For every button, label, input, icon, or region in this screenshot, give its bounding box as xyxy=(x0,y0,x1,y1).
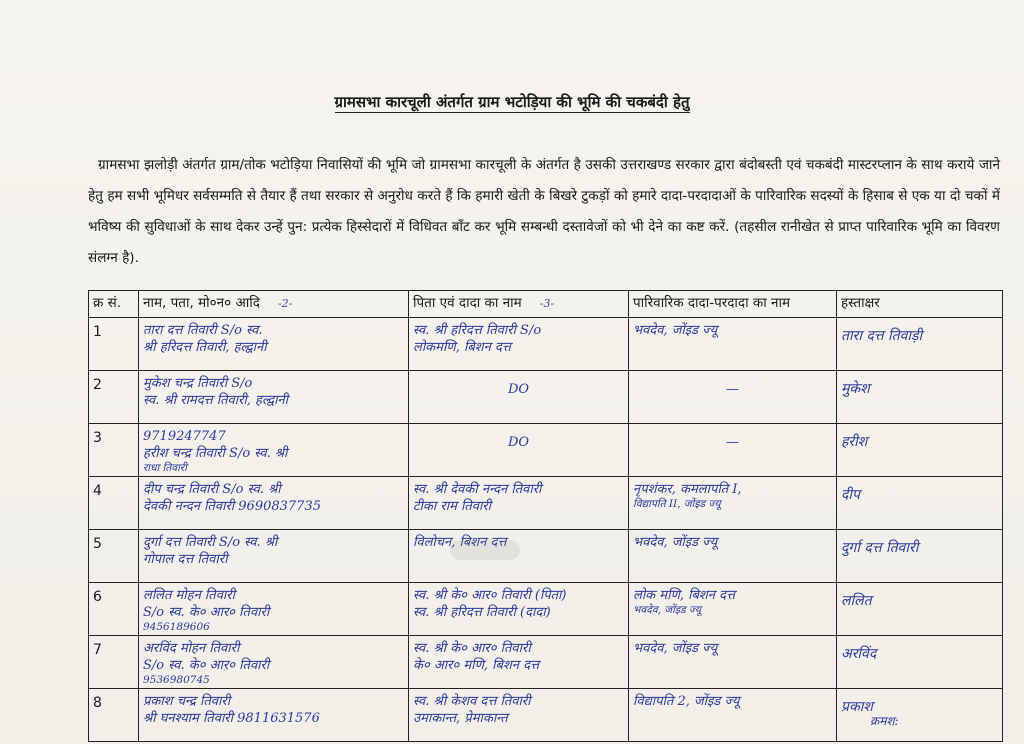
handwritten-text: विद्यापति 2, जोंइड ज्यू xyxy=(633,694,740,709)
table-row xyxy=(89,636,1003,689)
handwritten-text: के० आर० मणि, बिशन दत्त xyxy=(413,658,540,673)
handwritten-text: 9456189606 xyxy=(143,621,210,633)
handwritten-text: अरविंद मोहन तिवारी xyxy=(143,641,240,656)
signature: ललित xyxy=(841,593,872,609)
handwritten-text: — xyxy=(726,435,739,450)
grandfather-cell xyxy=(629,318,837,371)
table-row xyxy=(89,318,1003,371)
handwritten-text: लोकमणि, बिशन दत्त xyxy=(413,340,511,355)
signature: अरविंद xyxy=(841,646,877,662)
handwritten-text: — xyxy=(726,382,739,397)
handwritten-text: स्व. श्री केशव दत्त तिवारी xyxy=(413,694,531,709)
handwritten-text: देवकी नन्दन तिवारी 9690837735 xyxy=(143,499,321,514)
grandfather-cell xyxy=(629,636,837,689)
father-cell xyxy=(409,583,629,636)
table-header-row xyxy=(89,291,1003,318)
header-grandfather: पारिवारिक दादा-परदादा का नाम xyxy=(629,291,837,318)
serial-number: 5 xyxy=(89,530,139,583)
signature-cell xyxy=(837,689,1003,742)
name-cell xyxy=(139,477,409,530)
signatory-table xyxy=(88,290,1003,742)
handwritten-text: मुकेश चन्द्र तिवारी S/o xyxy=(143,376,253,391)
handwritten-text: श्री घनश्याम तिवारी 9811631576 xyxy=(143,711,320,726)
handwritten-text: 9536980745 xyxy=(143,674,210,686)
handwritten-text: नृपशंकर, कमलापति I, xyxy=(633,482,742,497)
header-father: पिता एवं दादा का नाम -3- xyxy=(409,291,629,318)
father-cell xyxy=(409,530,629,583)
handwritten-text: हरीश चन्द्र तिवारी S/o स्व. श्री xyxy=(143,446,288,461)
serial-number: 1 xyxy=(89,318,139,371)
serial-number: 2 xyxy=(89,371,139,424)
serial-number: 7 xyxy=(89,636,139,689)
handwritten-text: 9719247747 xyxy=(143,429,226,444)
table-row xyxy=(89,530,1003,583)
document-title: ग्रामसभा कारचूली अंतर्गत ग्राम भटोड़िया की भूमि की चकबंदी हेतु xyxy=(334,93,690,111)
name-cell xyxy=(139,424,409,477)
father-cell xyxy=(409,636,629,689)
father-cell xyxy=(409,318,629,371)
handwritten-text: भवदेव, जोंइड ज्यू xyxy=(633,641,718,656)
grandfather-cell xyxy=(629,371,837,424)
header-signature: हस्ताक्षर xyxy=(837,291,1003,318)
signature-cell xyxy=(837,530,1003,583)
signature-cell xyxy=(837,318,1003,371)
signature: हरीश xyxy=(841,434,868,450)
handwritten-text: भवदेव, जोंइड ज्यू xyxy=(633,535,718,550)
serial-number: 4 xyxy=(89,477,139,530)
table-row xyxy=(89,424,1003,477)
signature: प्रकाश xyxy=(841,699,873,715)
father-cell xyxy=(409,371,629,424)
handwritten-text: विलोचन, बिशन दत्त xyxy=(413,535,507,550)
handwritten-text: तारा दत्त तिवारी S/o स्व. xyxy=(143,323,263,338)
name-cell xyxy=(139,318,409,371)
handwritten-text: गोपाल दत्त तिवारी xyxy=(143,552,228,567)
signature-cell xyxy=(837,371,1003,424)
name-cell xyxy=(139,583,409,636)
handwritten-text: उमाकान्त, प्रेमाकान्त xyxy=(413,711,508,726)
serial-number: 3 xyxy=(89,424,139,477)
handwritten-text: स्व. श्री देवकी नन्दन तिवारी xyxy=(413,482,542,497)
signature-cell xyxy=(837,477,1003,530)
table-row xyxy=(89,689,1003,742)
father-cell xyxy=(409,424,629,477)
handwritten-text: लोक मणि, बिशन दत्त xyxy=(633,588,735,603)
name-cell xyxy=(139,530,409,583)
handwritten-text: राधा तिवारी xyxy=(143,462,187,474)
handwritten-text: दीप चन्द्र तिवारी S/o स्व. श्री xyxy=(143,482,281,497)
grandfather-cell xyxy=(629,530,837,583)
serial-number: 6 xyxy=(89,583,139,636)
father-cell xyxy=(409,689,629,742)
table-row xyxy=(89,371,1003,424)
handwritten-text: स्व. श्री हरिदत्त तिवारी S/o xyxy=(413,323,542,338)
handwritten-text: ललित मोहन तिवारी xyxy=(143,588,235,603)
grandfather-cell xyxy=(629,689,837,742)
handwritten-text: भवदेव, जोंइड ज्यू xyxy=(633,604,702,616)
table-row xyxy=(89,583,1003,636)
handwritten-text: टीका राम तिवारी xyxy=(413,499,492,514)
handwritten-text: दुर्गा दत्त तिवारी S/o स्व. श्री xyxy=(143,535,278,550)
signature-cell xyxy=(837,636,1003,689)
handwritten-text: S/o स्व. के० आर० तिवारी xyxy=(143,605,270,620)
header-name: नाम, पता, मो०न० आदि -2- xyxy=(139,291,409,318)
request-paragraph: ग्रामसभा झलोड़ी अंतर्गत ग्राम/तोक भटोड़िया निवासियों की भूमि जो ग्रामसभा कारचूली के अंतर्गत है उसकी उत्तराखण्ड सरकार द्वारा बंदोबस्ती एवं चकबंदी मास्टरप्लान के साथ कराये जाने हेतु हम सभी भूमिधर सर्वसम्मति से तैयार हैं तथा सरकार से अनुरोध करते हैं कि हमारी खेती के बिखरे टुकड़ों को हमारे दादा-परदादाओं के पारिवारिक सदस्यों के हिसाब से एक या दो चकों में भविष्य की सुविधाओं के साथ देकर उन्हें पुन: प्रत्येक हिस्सेदारों में विधिवत बाँट कर भूमि सम्बन्धी दस्तावेजों को भी देने का कष्ट करें. (तहसील रानीखेत से प्राप्त पारिवारिक भूमि का विवरण संलग्न है). xyxy=(88,157,1000,266)
signature: मुकेश xyxy=(841,381,870,397)
serial-number: 8 xyxy=(89,689,139,742)
handwritten-text: प्रकाश चन्द्र तिवारी xyxy=(143,694,231,709)
grandfather-cell xyxy=(629,583,837,636)
signature: तारा दत्त तिवाड़ी xyxy=(841,328,923,344)
handwritten-text: विद्यापति II, जोंइड ज्यू xyxy=(633,498,721,510)
handwritten-text: स्व. श्री के० आर० तिवारी (पिता) xyxy=(413,588,567,603)
ink-smudge xyxy=(450,540,520,560)
handwritten-text: DO xyxy=(507,435,530,450)
header-sn: क्र सं. xyxy=(89,291,139,318)
handwritten-text: DO xyxy=(507,382,530,397)
handwritten-text: स्व. श्री रामदत्त तिवारी, हल्द्वानी xyxy=(143,393,289,408)
grandfather-cell xyxy=(629,424,837,477)
signature-cell xyxy=(837,583,1003,636)
handwritten-text: स्व. श्री हरिदत्त तिवारी (दादा) xyxy=(413,605,551,620)
name-cell xyxy=(139,371,409,424)
signature-cell xyxy=(837,424,1003,477)
grandfather-cell xyxy=(629,477,837,530)
name-cell xyxy=(139,636,409,689)
father-cell xyxy=(409,477,629,530)
continued-note: क्रमश: xyxy=(870,714,899,728)
handwritten-text: स्व. श्री के० आर० तिवारी xyxy=(413,641,531,656)
handwritten-text: भवदेव, जोंइड ज्यू xyxy=(633,323,718,338)
handwritten-text: श्री हरिदत्त तिवारी, हल्द्वानी xyxy=(143,340,267,355)
table-row xyxy=(89,477,1003,530)
name-cell xyxy=(139,689,409,742)
handwritten-text: S/o स्व. के० आर० तिवारी xyxy=(143,658,270,673)
signature: दुर्गा दत्त तिवारी xyxy=(841,540,919,556)
signature: दीप xyxy=(841,487,861,503)
